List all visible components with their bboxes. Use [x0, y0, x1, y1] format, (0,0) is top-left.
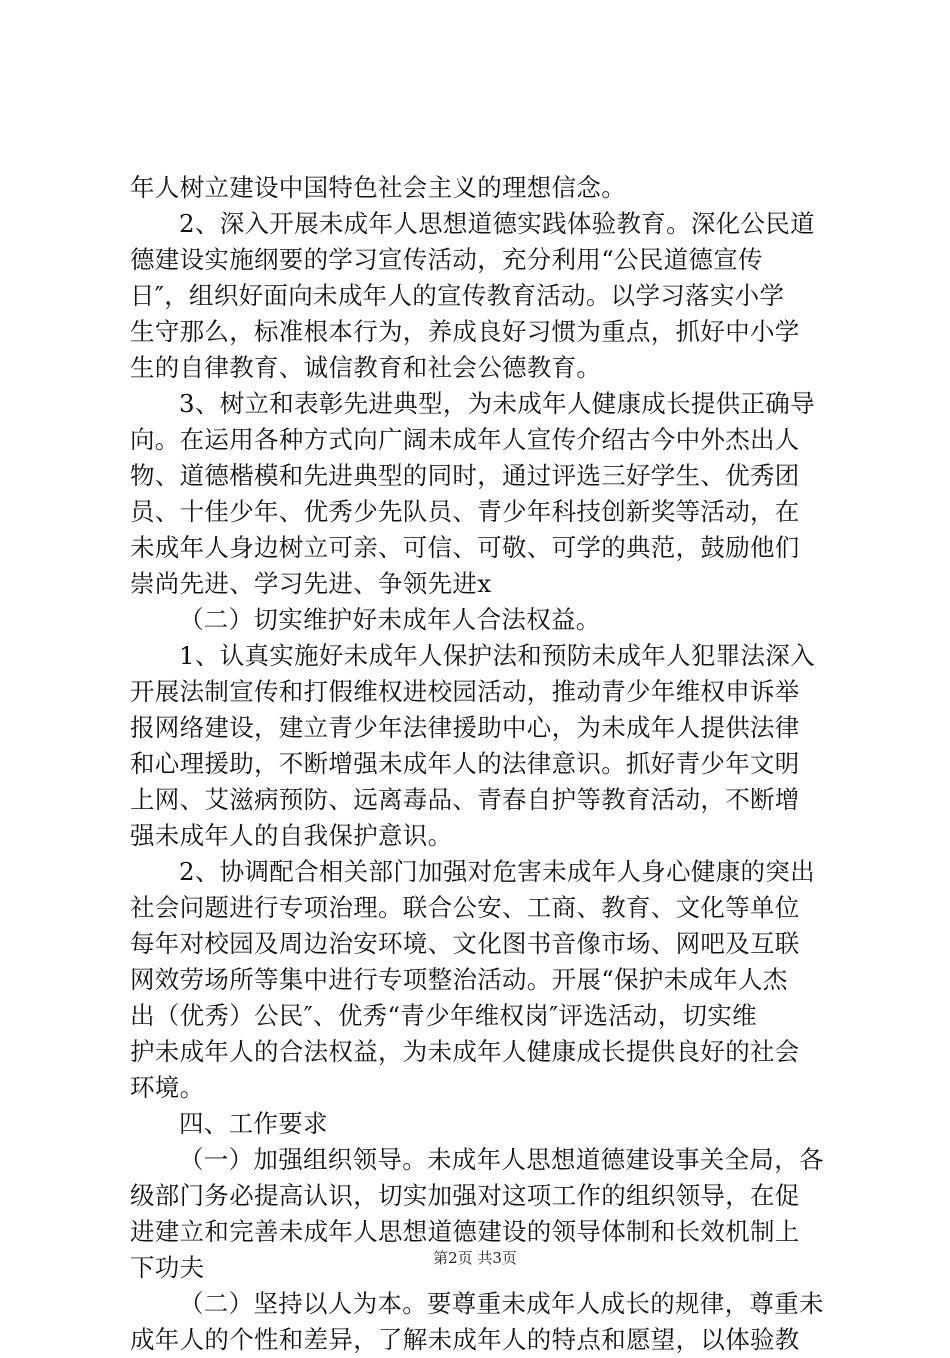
- page-footer: 第2页 共3页: [433, 1249, 517, 1267]
- text-line: 崇尚先进、学习先进、争领先进x: [130, 569, 492, 598]
- text-line: 成年人的个性和差异，了解未成年人的特点和愿望，以体验教: [130, 1325, 800, 1354]
- text-line: 日″，组织好面向未成年人的宣传教育活动。以学习落实小学: [130, 281, 785, 310]
- text-line: 每年对校园及周边治安环境、文化图书音像市场、网吧及互联: [130, 929, 800, 958]
- text-line: 2、深入开展未成年人思想道德实践体验教育。深化公民道: [179, 209, 815, 238]
- text-line: 生的自律教育、诚信教育和社会公德教育。: [130, 353, 602, 382]
- text-line: 3、树立和表彰先进典型，为未成年人健康成长提供正确导: [179, 389, 815, 418]
- text-line: 物、道德楷模和先进典型的同时，通过评选三好学生、优秀团: [130, 461, 800, 490]
- text-line: 上网、艾滋病预防、远离毒品、青春自护等教育活动，不断增: [130, 785, 800, 814]
- text-line: 1、认真实施好未成年人保护法和预防未成年人犯罪法深入: [179, 641, 815, 670]
- text-line: 员、十佳少年、优秀少先队员、青少年科技创新奖等活动，在: [130, 497, 800, 526]
- text-line: 德建设实施纲要的学习宣传活动，充分利用“公民道德宣传: [130, 245, 763, 274]
- text-line: 2、协调配合相关部门加强对危害未成年人身心健康的突出: [179, 857, 815, 886]
- text-line: 环境。: [130, 1073, 205, 1102]
- text-line: 级部门务必提高认识，切实加强对这项工作的组织领导，在促: [130, 1181, 800, 1210]
- text-line: 开展法制宣传和打假维权进校园活动，推动青少年维权申诉举: [130, 677, 800, 706]
- text-line: 报网络建设，建立青少年法律援助中心，为未成年人提供法律: [130, 713, 800, 742]
- text-line: 四、工作要求: [179, 1109, 328, 1138]
- text-line: 网效劳场所等集中进行专项整治活动。开展“保护未成年人杰: [130, 965, 788, 994]
- text-line: 进建立和完善未成年人思想道德建设的领导体制和长效机制上: [130, 1217, 800, 1246]
- text-line: 社会问题进行专项治理。联合公安、工商、教育、文化等单位: [130, 893, 800, 922]
- text-line: 和心理援助，不断增强未成年人的法律意识。抓好青少年文明: [130, 749, 800, 778]
- text-line: 生守那么，标准根本行为，养成良好习惯为重点，抓好中小学: [130, 317, 800, 346]
- text-line: （二）坚持以人为本。要尊重未成年人成长的规律，尊重未: [179, 1289, 824, 1318]
- document-body: [130, 170, 830, 1358]
- text-line: 下功夫: [130, 1253, 205, 1282]
- text-line: 向。在运用各种方式向广阔未成年人宣传介绍古今中外杰出人: [130, 425, 800, 454]
- text-line: 强未成年人的自我保护意识。: [130, 821, 453, 850]
- text-line: （一）加强组织领导。未成年人思想道德建设事关全局，各: [179, 1145, 824, 1174]
- text-line: 护未成年人的合法权益，为未成年人健康成长提供良好的社会: [130, 1037, 800, 1066]
- text-line: （二）切实维护好未成年人合法权益。: [179, 605, 601, 634]
- text-line: 未成年人身边树立可亲、可信、可敬、可学的典范，鼓励他们: [130, 533, 800, 562]
- text-line: 出（优秀）公民″、优秀“青少年维权岗″评选活动，切实维: [130, 1001, 757, 1030]
- text-line: 年人树立建设中国特色社会主义的理想信念。: [130, 173, 626, 202]
